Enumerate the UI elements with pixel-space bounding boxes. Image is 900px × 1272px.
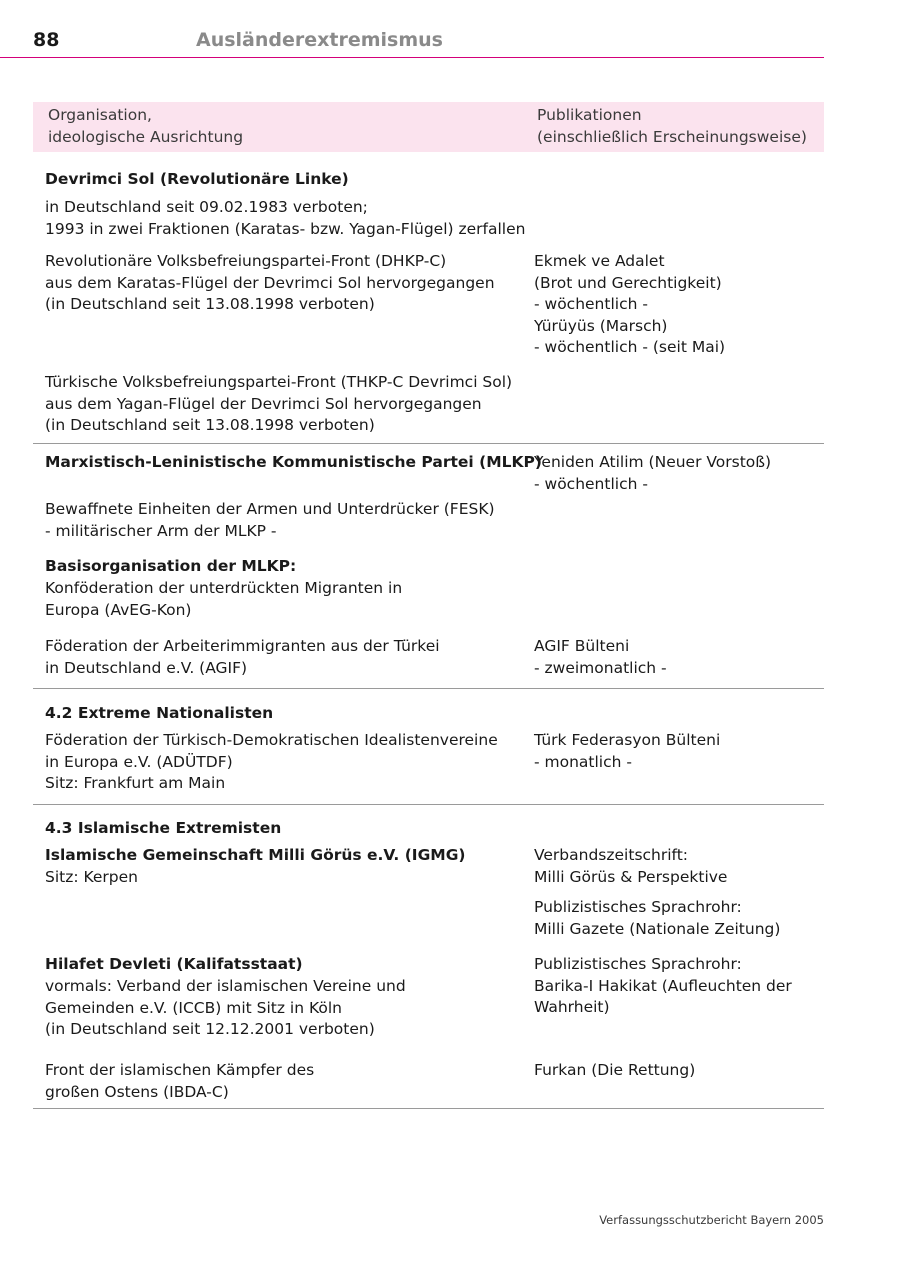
table-column-header <box>33 102 824 152</box>
pub-igmg-1 <box>534 845 727 888</box>
text-line: - wöchentlich - <box>534 474 648 493</box>
pub-mlkp <box>534 452 771 495</box>
column-header-line: ideologische Ausrichtung <box>48 127 244 146</box>
text-line: - monatlich - <box>534 752 632 771</box>
org-title-igmg: Islamische Gemeinschaft Milli Görüs e.V. (IGMG) <box>45 846 466 864</box>
text-line: 1993 in zwei Fraktionen (Karatas- bzw. Yagan-Flügel) zerfallen <box>45 219 526 238</box>
pub-dhkpc <box>534 251 725 359</box>
text-line: Yeniden Atilim (Neuer Vorstoß) <box>534 453 772 471</box>
section-divider <box>33 804 824 805</box>
text-line: Milli Görüs & Perspektive <box>534 867 728 886</box>
text-line: Yürüyüs (Marsch) <box>534 316 668 335</box>
section-divider <box>33 688 824 689</box>
text-line: Gemeinden e.V. (ICCB) mit Sitz in Köln <box>45 998 342 1017</box>
text-line: (in Deutschland seit 13.08.1998 verboten) <box>45 416 375 434</box>
text-line: in Europa e.V. (ADÜTDF) <box>45 752 233 771</box>
text-line: AGIF Bülteni <box>534 637 630 655</box>
org-dhkpc <box>45 251 495 316</box>
pub-adutdf <box>534 730 720 773</box>
text-line: Konföderation der unterdrückten Migranten in <box>45 579 403 597</box>
pub-igmg-2 <box>534 897 780 940</box>
text-line: Barika-I Hakikat (Aufleuchten der <box>534 976 792 995</box>
text-line: Föderation der Arbeiterimmigranten aus der Türkei <box>45 637 440 655</box>
text-line: Publizistisches Sprachrohr: <box>534 955 742 973</box>
text-line: Milli Gazete (Nationale Zeitung) <box>534 919 781 938</box>
pub-hilafet <box>534 954 792 1019</box>
text-line: in Deutschland seit 09.02.1983 verboten; <box>45 198 368 216</box>
text-line: in Deutschland e.V. (AGIF) <box>45 658 248 677</box>
org-desc-igmg: Sitz: Kerpen <box>45 868 139 886</box>
text-line: Föderation der Türkisch-Demokratischen Idealistenvereine <box>45 731 498 749</box>
text-line: Europa (AvEG-Kon) <box>45 600 192 619</box>
org-adutdf <box>45 730 498 795</box>
column-header-organisation <box>48 105 243 148</box>
text-line: großen Ostens (IBDA-C) <box>45 1082 229 1101</box>
section-title: Ausländerextremismus <box>196 29 443 51</box>
text-line: - wöchentlich - (seit Mai) <box>534 338 726 356</box>
pub-agif <box>534 636 667 679</box>
text-line: Sitz: Frankfurt am Main <box>45 774 226 792</box>
org-title-mlkp: Marxistisch-Leninistische Kommunistische Partei (MLKP) <box>45 453 542 471</box>
text-line: aus dem Karatas-Flügel der Devrimci Sol hervorgegangen <box>45 273 495 292</box>
text-line: aus dem Yagan-Flügel der Devrimci Sol hervorgegangen <box>45 394 482 413</box>
text-line: Publizistisches Sprachrohr: <box>534 898 742 916</box>
section-heading-islamische-extremisten: 4.3 Islamische Extremisten <box>45 819 282 837</box>
text-line: Ekmek ve Adalet <box>534 252 665 270</box>
section-divider <box>33 443 824 444</box>
org-desc-basis <box>45 578 402 621</box>
footer-text: Verfassungsschutzbericht Bayern 2005 <box>599 1213 824 1227</box>
text-line: Türkische Volksbefreiungspartei-Front (THKP-C Devrimci Sol) <box>45 373 513 391</box>
column-header-publikationen <box>537 105 807 148</box>
text-line: - zweimonatlich - <box>534 658 667 677</box>
org-title-devrimci-sol: Devrimci Sol (Revolutionäre Linke) <box>45 170 349 188</box>
text-line: (Brot und Gerechtigkeit) <box>534 273 722 292</box>
text-line: (in Deutschland seit 12.12.2001 verboten) <box>45 1020 375 1038</box>
org-title-basis: Basisorganisation der MLKP: <box>45 557 297 575</box>
section-divider <box>33 1108 824 1109</box>
org-thkpc <box>45 372 512 437</box>
org-desc-devrimci-sol <box>45 197 525 240</box>
pub-ibda: Furkan (Die Rettung) <box>534 1061 696 1079</box>
text-line: Wahrheit) <box>534 998 610 1016</box>
org-ibda <box>45 1060 314 1103</box>
text-line: Verbandszeitschrift: <box>534 846 689 864</box>
column-header-line: (einschließlich Erscheinungsweise) <box>537 127 807 146</box>
column-header-line: Organisation, <box>48 106 152 124</box>
org-agif <box>45 636 440 679</box>
page-number: 88 <box>33 29 60 51</box>
text-line: - militärischer Arm der MLKP - <box>45 521 277 540</box>
text-line: Türk Federasyon Bülteni <box>534 731 721 749</box>
column-header-line: Publikationen <box>537 106 642 124</box>
section-heading-nationalisten: 4.2 Extreme Nationalisten <box>45 704 274 722</box>
text-line: vormals: Verband der islamischen Vereine und <box>45 977 406 995</box>
org-desc-hilafet <box>45 976 406 1041</box>
text-line: Front der islamischen Kämpfer des <box>45 1061 315 1079</box>
org-fesk <box>45 499 495 542</box>
text-line: (in Deutschland seit 13.08.1998 verboten) <box>45 295 375 313</box>
text-line: - wöchentlich - <box>534 295 648 313</box>
org-title-hilafet: Hilafet Devleti (Kalifatsstaat) <box>45 955 303 973</box>
text-line: Bewaffnete Einheiten der Armen und Unterdrücker (FESK) <box>45 500 495 518</box>
text-line: Revolutionäre Volksbefreiungspartei-Front (DHKP-C) <box>45 252 447 270</box>
header-rule <box>0 57 824 58</box>
